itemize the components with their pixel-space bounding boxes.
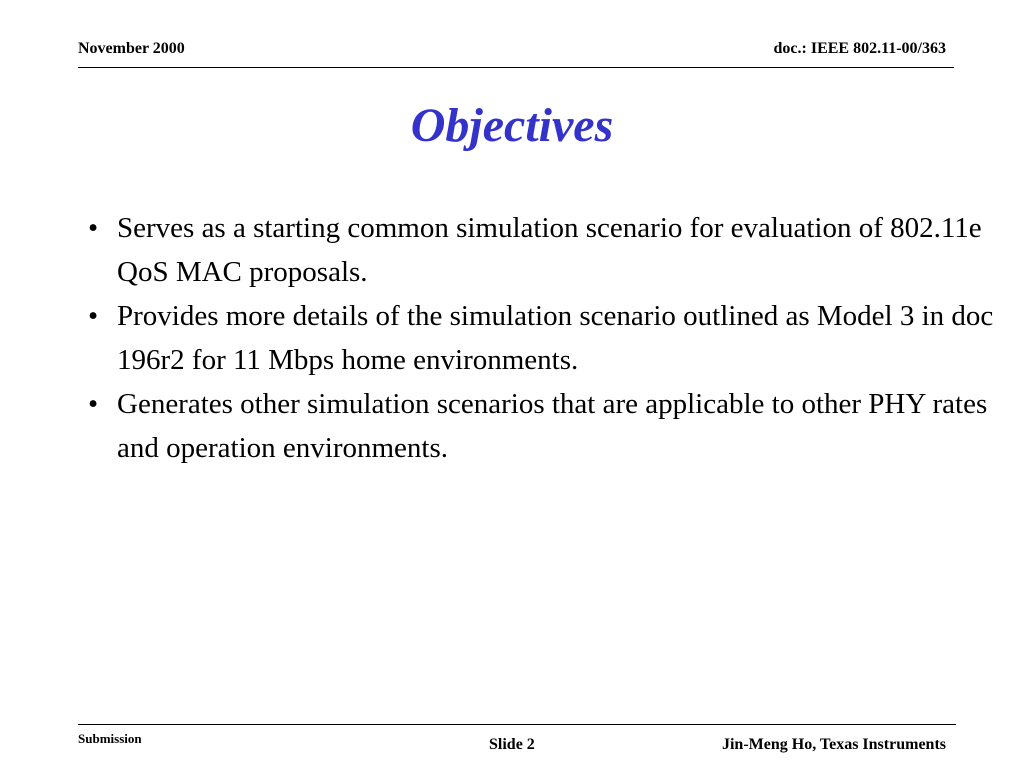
footer-rule bbox=[78, 724, 956, 725]
bullet-text: Serves as a starting common simulation scenario for evaluation of 802.11e QoS MAC proposals. bbox=[117, 212, 982, 288]
bullet-marker: • bbox=[88, 388, 99, 420]
footer-submission: Submission bbox=[78, 731, 142, 746]
header-rule bbox=[78, 67, 954, 68]
footer-slide-number: Slide 2 bbox=[489, 736, 535, 753]
header-date: November 2000 bbox=[78, 40, 185, 57]
bullet-text: Generates other simulation scenarios that are applicable to other PHY rates and operation environments. bbox=[117, 388, 988, 464]
slide-title: Objectives bbox=[410, 99, 614, 152]
bullet-item bbox=[88, 206, 998, 294]
bullet-marker: • bbox=[88, 212, 99, 244]
bullet-list bbox=[88, 206, 998, 470]
header-doc-id: doc.: IEEE 802.11-00/363 bbox=[773, 40, 946, 57]
bullet-item bbox=[88, 382, 998, 470]
footer-author: Jin-Meng Ho, Texas Instruments bbox=[721, 736, 946, 753]
bullet-marker: • bbox=[88, 300, 99, 332]
bullet-text: Provides more details of the simulation scenario outlined as Model 3 in doc 196r2 for 11 Mbps home environments. bbox=[117, 300, 994, 376]
bullet-item bbox=[88, 294, 998, 382]
